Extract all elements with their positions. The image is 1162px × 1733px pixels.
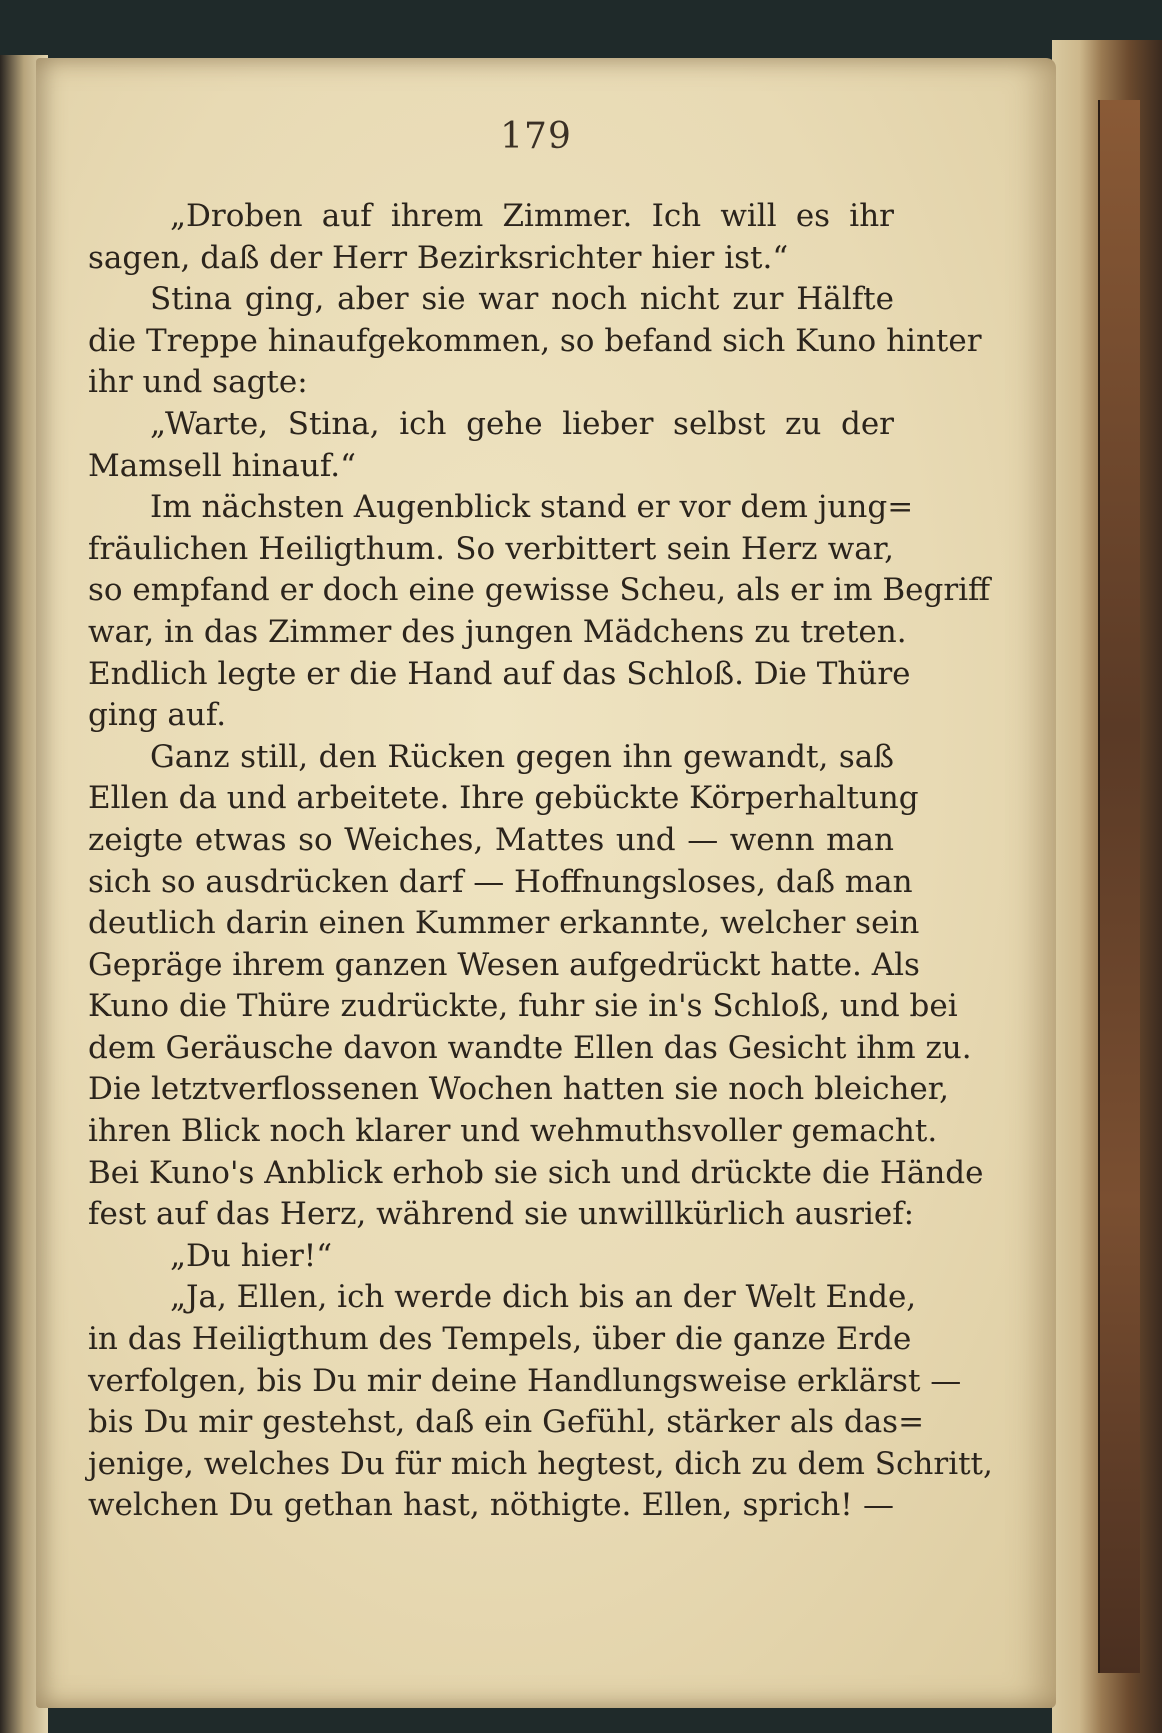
text-line: verfolgen, bis Du mir deine Handlungsweise erklärst — [88,1362,962,1399]
text-line: Ganz still, den Rücken gegen ihn gewandt, saß [150,738,894,775]
text-line: Im nächsten Augenblick stand er vor dem jung= [150,489,914,526]
text-line: jenige, welches Du für mich hegtest, dich zu dem Schritt, [88,1445,993,1482]
text-line: sich so ausdrücken darf — Hoffnungsloses, daß man [88,863,913,900]
text-line: in das Heiligthum des Tempels, über die ganze Erde [88,1321,912,1358]
book-page [36,58,1056,1708]
text-line: ihren Blick noch klarer und wehmuthsvoller gemacht. [88,1113,938,1150]
text-line: dem Geräusche davon wandte Ellen das Gesicht ihm zu. [88,1029,972,1066]
text-line: Mamsell hinauf.“ [88,447,356,484]
text-line: die Treppe hinaufgekommen, so befand sich Kuno hinter [88,322,982,359]
text-line: „Droben auf ihrem Zimmer. Ich will es ihr [170,198,894,234]
text-line: „Warte, Stina, ich gehe lieber selbst zu der [150,405,894,442]
book-page-edges [1052,40,1162,1733]
text-line: so empfand er doch eine gewisse Scheu, als er im Begriff [88,572,991,609]
text-line: fest auf das Herz, während sie unwillkürlich ausrief: [88,1196,915,1233]
text-line: deutlich darin einen Kummer erkannte, welcher sein [88,905,920,942]
page-text [88,196,993,1527]
text-line: fräulichen Heiligthum. So verbittert sein Herz war, [88,530,894,567]
text-line: zeigte etwas so Weiches, Mattes und — wenn man [88,821,894,858]
text-line: Stina ging, aber sie war noch nicht zur Hälfte [150,281,894,318]
text-line: ging auf. [88,697,227,734]
text-line: Die letztverflossenen Wochen hatten sie noch bleicher, [88,1071,950,1108]
page-number: 179 [500,116,572,157]
text-line: „Ja, Ellen, ich werde dich bis an der Welt Ende, [170,1279,917,1316]
text-line: welchen Du gethan hast, nöthigte. Ellen, sprich! — [88,1487,894,1524]
book-cover-edge [1098,100,1140,1673]
text-line: ihr und sagte: [88,364,308,401]
text-line: war, in das Zimmer des jungen Mädchens zu treten. [88,613,907,650]
text-line: „Du hier!“ [170,1237,333,1274]
text-line: sagen, daß der Herr Bezirksrichter hier ist.“ [88,239,789,276]
text-line: Ellen da und arbeitete. Ihre gebückte Körperhaltung [88,780,919,817]
text-line: bis Du mir gestehst, daß ein Gefühl, stärker als das= [88,1404,925,1441]
text-line: Bei Kuno's Anblick erhob sie sich und drückte die Hände [88,1154,984,1191]
text-line: Kuno die Thüre zudrückte, fuhr sie in's Schloß, und bei [88,988,958,1025]
text-line: Gepräge ihrem ganzen Wesen aufgedrückt hatte. Als [88,946,920,983]
text-line: Endlich legte er die Hand auf das Schloß. Die Thüre [88,655,911,692]
